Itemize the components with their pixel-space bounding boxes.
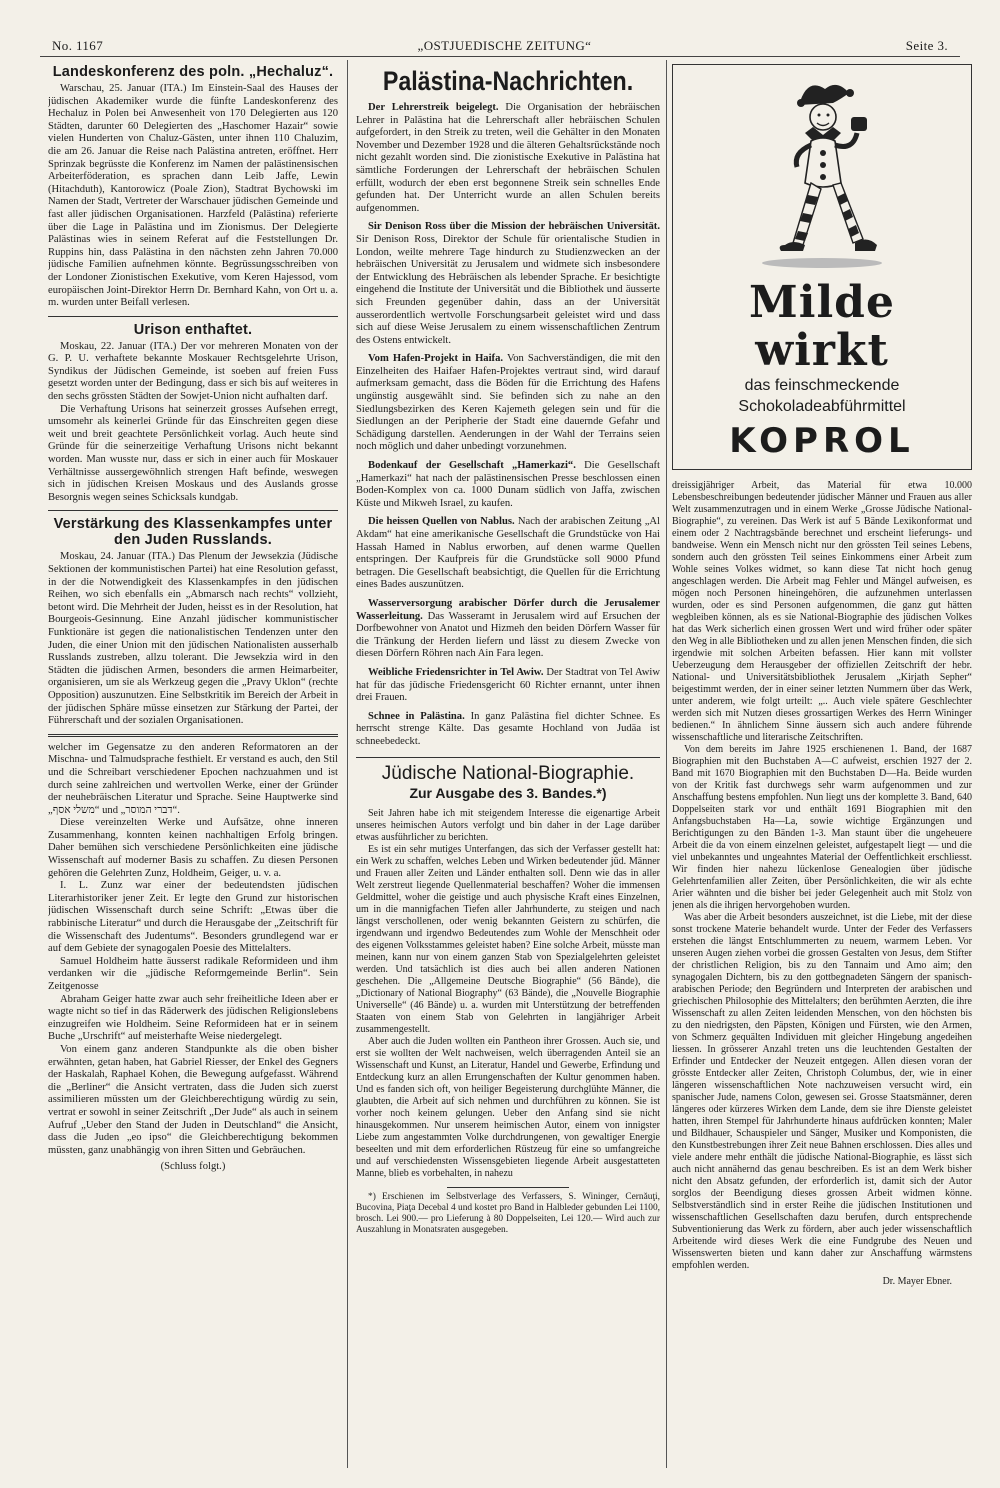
news-item bbox=[356, 460, 660, 510]
closing-note: (Schluss folgt.) bbox=[160, 1161, 226, 1173]
news-item bbox=[356, 711, 660, 749]
advertisement-koprol bbox=[672, 64, 972, 470]
footnote-rule bbox=[447, 1187, 569, 1188]
ad-line-2: Schokoladeabführmittel bbox=[738, 398, 906, 415]
continued-text-6: Von einem ganz anderen Standpunkte als die oben bisher erwähnten, getan haben, hat Gabriel Riesser, der Enkel des Gegners der Haskalah, Raphael Kohen, die Bewegung aufgefasst. Während die „Berliner“ die Ansicht vertraten, dass die Juden sich zuerst assimilieren müssten um der Gleichberechtigung würdig zu sein, vertrat er sowohl in seiner Zeitschrift „Der Jude“ als auch in seinem Aufruf „Ueber den Stand der Juden in Deutschland“ die Ansicht, dass die Juden „eo ipso“ die Gleichberechtigung bekommen müssten, ganz unabhängig von ihren Sitten und Gebräuchen. bbox=[48, 1043, 338, 1156]
section-title-palaestina: Palästina-Nachrichten. bbox=[382, 66, 634, 96]
continued-text-3: I. L. Zunz war einer der bedeutendsten jüdischen Literarhistoriker jener Zeit. Er legte den Grund zur historischen jüdischen Wissenschaft durch seine Schrift: „Etwas über die rabbinische Literatur“ und durch die Herausgabe der „Zeitschrift für die Wissenschaft des Judentums“. Besonders grundlegend war er auf dem Gebiete der synagogalen Poesie des Mittelalters. bbox=[48, 880, 338, 955]
continued-text-5: Abraham Geiger hatte zwar auch sehr freiheitliche Ideen aber er wagte nicht so tief in das Räderwerk des jüdischen Religionslebens einzugreifen wie Holdheim. Seine Reformideen hat er in seinem Buche „Urschrift“ auf meisterhafte Weise niedergelegt. bbox=[48, 993, 338, 1043]
continued-text-1: welcher im Gegensatze zu den anderen Reformatoren an der Mischna- und Talmudsprache festhielt. Er verstand es auch, den Stil und die Schreibart verschiedener Epochen nachzuahmen und ist durch seine zahlreichen und wertvollen Werke, einer der Gründer der neuhebräischen Literatur und Sprache. Seine Hauptwerke sind „משלי אסף“ und „דברי המוסר“. bbox=[48, 741, 338, 816]
news-item-text: Die Gesellschaft „Hamerkazi“ hat nach der palästinensischen Presse beschlossen einen Boden-Komplex von ca. 1000 Dunam südlich von Jaffa, zwischen Küste und Mikweh Israel, zu kaufen. bbox=[356, 460, 660, 509]
article-body-urison-2: Die Verhaftung Urisons hat seinerzeit grosses Aufsehen erregt, umsomehr als keinerlei Gründe für das Einschreiten gegen diese weit und breit geachtete Persönlichkeit vorlag. Auch heute sind Gründe für die seinerzeitige Verhaftung Urisons nicht bekannt worden. Man wusste nur, dass er sich in einer auch für Moskauer Verhältnisse aussergewöhnlich strengen Haft befinde, weswegen sich in jüdischen Kreisen Moskaus und des Auslands grosse Besorgnis wegen seines Schicksals kundgab. bbox=[48, 403, 338, 503]
news-item-heading: Die heissen Quellen von Nablus. bbox=[368, 516, 515, 528]
newspaper-title: „OSTJUEDISCHE ZEITUNG“ bbox=[417, 38, 592, 53]
news-item-text: In ganz Palästina fiel dichter Schnee. Es herrscht strenge Kälte. Das gesamte Hochland von Judäa ist schneebedeckt. bbox=[356, 710, 660, 747]
separator bbox=[48, 316, 338, 317]
middle-column bbox=[356, 64, 660, 1474]
news-item-heading: Schnee in Palästina. bbox=[368, 710, 465, 722]
continued-text-2: Diese vereinzelten Werke und Aufsätze, ohne inneren Zusammenhang, konnten keinen nachhaltigen Erfolg bringen. Daher bemühen sich verschiedene Persönlichkeiten eine jüdische Wissenschaft auf moderner Basis zu schaffen. Zu diesen Personen gehören die Gelehrten Zunz, Holdheim, Geiger, u. v. a. bbox=[48, 817, 338, 879]
article-title-klassenkampf: Verstärkung des Klassenkampfes unter den Juden Russlands. bbox=[53, 516, 333, 549]
article-body-klassenkampf: Moskau, 24. Januar (ITA.) Das Plenum der Jewsekzia (Jüdische Sektionen der kommunistischen Partei) hat eine Resolution gefasst, in der die Notwendigkeit des Klassenkampfes in den jüdischen Reihen, wo sich ebenfalls ein „Abmarsch nach rechts“ vollzieht, betont wird. Die Mehrheit der Juden, heisst es in der Resolution, hat Bourgeois-Gesinnung. Eine Anzahl jüdischer kommunistischer Funktionäre ist gegen die nationalistischen Tendenzen unter den Juden, die einer Union mit den jüdischen Nationalisten ausserhalb Russlands zustreben, allzu tolerant. Die Jewsekzia wird in den Städten die jüdischen Armen, besonders die armen Heimarbeiter, organisieren, um sie als Werkzeug gegen die „Pravy Uklon“ (rechte Opposition) auszunutzen. Eine Selbstkritik im Bereich der Arbeit in der jüdischen Sphäre müsse einsetzen zur Stärkung der Partei, der Führerschaft und der sozialen Organisationen. bbox=[48, 551, 338, 727]
news-item-heading: Weibliche Friedensrichter in Tel Awiw. bbox=[368, 666, 544, 678]
column-divider-1 bbox=[347, 60, 348, 1468]
news-item bbox=[356, 667, 660, 705]
article-body-hechaluz: Warschau, 25. Januar (ITA.) Im Einstein-Saal des Hauses der jüdischen Akademiker wurde die fünfte Landeskonferenz des Hechaluz in Polen bei Anwesenheit von 170 Delegierten aus 120 Städten, darunter 60 Delegierten des „Haschomer Hazair“ sowie vielen Hunderten von Chaluz-Gästen, unter ihnen 110 Chaluzim, die am 26. Januar die Reise nach Palästina antreten, eröffnet. Herr Sprinzak begrüsste die Konferenz im Namen der palästinensischen Arbeiterföderation, es sprachen dann Leib Jaffe, Lewin (Hitachduth), Kantorowicz (Poale Zion), Stadtrat Bychowski im Namen der Stadt, Vertreter der Warschauer jüdischen Gemeinde und fast aller jüdischen Organisationen. Harzfeld (Palästina) referierte über die Lage in Palästina und im Zionismus. Der Delegierte Palästinas wies in seinem Referat auf die Feststellungen Dr. Ruppins hin, dass Palästina in den nächsten zehn Jahren 70.000 jüdische Familien aufnehmen könnte. Begrüssungsschreiben von der Londoner Zionistischen Exekutive, vom Keren Hajessod, vom europäischen Joint-Direktor Herrn Dr. Bernhard Kahn, von Ort u. a. m. wurden unter Beifall verlesen. bbox=[48, 83, 338, 309]
bio-text-2: Es ist ein sehr mutiges Unterfangen, das sich der Verfasser gestellt hat: ein Werk zu schaffen, welches Leben und Wirken bedeutender jüd. Männer und Frauen aller Zeiten und Länder enthalten soll. Denn wie das in aller Welt zerstreut liegende Quellenmaterial beschaffen? Woher die immensen Geldmittel, woher die geistige und auch physische Kraft eines Einzelnen, um in die mannigfachen Tiefen aller Jahrhunderte, zu steigen und nach längst verschollenen, oder wenig bekannten Geistern zu schürfen, die irgendwann und irgendwo Bedeutendes zum Wohle der Menschheit oder des eigenen Volksstammes geleistet haben? Eine solche Arbeit, müsste man meinen, kann nur von einem ganzen Stab von Spezialgelehrten geleistet werden. Und tatsächlich ist dies auch bei allen anderen Nationen geschehen. Die „Allgemeine Deutsche Biographie“ (56 Bände), die „Dictionary of National Biography“ (63 Bände), die „Nouvelle Biographie Universelle“ (46 Bände) u. a. wurden mit Unterstützung der betreffenden Staaten von einem Stab von Gelehrten in langjähriger Arbeit zusammengestellt. bbox=[356, 843, 660, 1035]
news-items bbox=[356, 102, 660, 749]
news-item-heading: Bodenkauf der Gesellschaft „Hamerkazi“. bbox=[368, 460, 576, 472]
news-item bbox=[356, 516, 660, 592]
bio-continued-3: Was aber die Arbeit besonders auszeichnet, ist die Liebe, mit der diese sonst trockene Materie behandelt wurde. Unter der Feder des Verfassers erstehen die längst Entschlummerten zu neuem, warmem Leben. Vor unseren Augen ziehen vorbei die grossen Gestalten von Jesus, dem Stifter der christlichen Religion, bis zu den Tannaim und Amo aim; den synagogalen Dichtern, bis zu den gottbegnadeten Sängern der spanisch-arabischen Periode; den Begründern und Interpreten der arabischen und griechischen Philosophie des Mittelalters; den berühmten Aerzten, die ihre Wissenschaft zu allen Zeiten leidenden Menschen, von den höchsten bis zu den niedrigsten, den Päpsten, Königen und Fürsten, wie den Armen, von Schmerz gequälten Individuen mit gleicher Hingebung angedeihen liessen. In grösserer Anzahl treten uns die leuchtenden Gestalten der Erfinder und Entdecker der Neuzeit entgegen. Allen diesen voran der grösste Entdecker aller Zeiten, Christoph Columbus, der, wie in einer längeren wissenschaftlichen Note nachzuweisen versucht wird, ein spanischer Jude, namens Colon, gewesen sei. Grosse Staatsmänner, deren längeres oder kürzeres Wirken dem Lande, dem sie ihre Dienste geleistet hatten, ihren Stempel für Jahrhunderte hinaus aufdrücken konnten; Maler und Bildhauer, Schauspieler und Sänger, Musiker und Komponisten, die den Kunstbestrebungen ihrer Zeit neue Bahnen erschlossen. Dies alles und viele andere mehr enthält die jüdische National-Biographie, es lässt sich auch nicht annähernd das genau beschreiben. Es ist an dem Werk bisher nicht den Absatz gefunden, der erforderlich ist, damit sich der Autor sorglos der Beendigung dieses grossen Arbeit widmen könne. Selbstverständlich sind in erster Reihe die jüdischen Institutionen und wissenschaftlichen Gesellschaften dazu berufen, durch entsprechende Subventionierung das Werk zu fördern, aber auch jeder wissenschaftlich Arbeitende wird dieses Werk die eine Fundgrube des Neuen und Wissenswerten bieten und kann daher zur Anschaffung wärmstens empfohlen werden. bbox=[672, 912, 972, 1271]
news-item-text: Nach der arabischen Zeitung „Al Akdam“ hat eine amerikanische Gesellschaft die Grundstücke von Hai Hassah Hamed in Nablus erworben, auf denen warme Quellen entspringen. Der Kaufpreis für die Grundstücke soll 9000 Pfund betragen. Die Gesellschaft beabsichtigt, die Quellen für die Errichtung eines Bades auszunützen. bbox=[356, 516, 660, 591]
separator bbox=[48, 510, 338, 511]
article-title-hechaluz: Landeskonferenz des poln. „Hechaluz“. bbox=[52, 64, 334, 80]
header-rule bbox=[40, 56, 960, 57]
news-item-text: Die Organisation der hebräischen Lehrer in Palästina hat die Lehrerschaft aller hebräischen Schulen aufgefordert, in den Streik zu treten, weil die Gehälter in den Monaten November und Dezember 1928 und die älteren Gehaltsrückstände noch nicht gezahlt worden sind. Die zionistische Exekutive in Palästina hat sämtliche Forderungen der Lehrerschaft der hebräischen Schulen erfüllt, wodurch der eben erst begonnene Streik sein schnelles Ende gefunden hat. Der Unterricht wurde an allen Schulen bereits aufgenommen. bbox=[356, 102, 660, 214]
news-item-text: Das Wasseramt in Jerusalem wird auf Ersuchen der Dorfbewohner von Anatot und Hizmeh den beiden Dörfern Wasser für die Tränkung der Herden liefern und lässt zu diesem Zwecke von diesen Dörfern Röhren nach Ain Fara legen. bbox=[356, 610, 660, 660]
ad-line-1: das feinschmeckende bbox=[744, 377, 900, 394]
bio-continued-1: dreissigjähriger Arbeit, das Material für etwa 10.000 Lebensbeschreibungen bedeutender jüdischer Männer und Frauen aus aller Welt zusammenzutragen und in einem Werke „Grosse Jüdische National-Biographie“, zu vereinen. Das Werk ist auf 5 Bände Lexikonformat und einem oder 2 Nachtragsbände berechnet und erscheint lieferungs- und bandweise. Wenn ein Mensch nicht nur den grössten Teil seines Lebens, sondern auch den grössten Teil seines Einkommens einer Arbeit zum Wohle seines Volkes widmet, so kann diese Tat nicht hoch genug angeschlagen werden. Die Arbeit mag Fehler und Mängel aufweisen, es mögen noch Personen hineingehören, die aufzunehmen unterlassen wurden, oder es sind Personen aufgenommen, die ganz gut hätten wegbleiben können, als es sie National-Biographie des jüdischen Volkes hat das Werk sicherlich einen grossen Wert und wird früher oder später den Weg in alle Bibliotheken und zu allen jenen Menschen finden, die sich irgendwie mit solchen Arbeiten befassen. Hier kann mit vollster Ueberzeugung dem Herausgeber der offiziellen Zeitschrift der hebr. National- und Universitätsbibliothek Jerusalem „Kirjath Sepher“ beigestimmt werden, der in einer seiner letzten Nummern über das Werk, unter anderem, wie folgt urteilt: „.. Auch viele spätere Geschlechter werden sich mit Nutzen dieses grossartigen Werkes des Herrn Wininger bedienen.“ In ähnlichem Sinne äussern sich auch andere führende wissenschaftliche und literarische Zeitschriften. bbox=[672, 480, 972, 743]
article-body-urison-1: Moskau, 22. Januar (ITA.) Der vor mehreren Monaten von der G. P. U. verhaftete bekannte Moskauer Rechtsgelehrte Urison, Syndikus der Jüdischen Gemeinde, ist soeben auf freien Fuss gesetzt worden unter der Bedingung, dass er sich bis auf weiteres in den sechs grössten Städten der Sowjet-Union nicht aufhalten darf. bbox=[48, 340, 338, 403]
news-item bbox=[356, 353, 660, 454]
page-number: Seite 3. bbox=[905, 38, 948, 53]
right-column bbox=[672, 64, 972, 1474]
news-item-text: Der Stadtrat von Tel Awiw hat für das jüdische Friedensgericht 60 Richter ernannt, unter ihnen drei Frauen. bbox=[356, 666, 660, 704]
bio-text-3: Aber auch die Juden wollten ein Pantheon ihrer Grossen. Auch sie, und erst sie wollten der Welt nachweisen, welch überragenden Anteil sie an Wissenschaft und Kunst, an Literatur, Handel und Gewerbe, Erfindung und Entdeckung kurz an allen Errungenschaften der Kultur genommen haben. Und es fanden sich oft, von heiliger Begeisterung durchglühte Männer, die glaubten, die Arbeit auf sich nehmen und durchführen zu können. Sie ist vorher noch keinem gelungen. Ueber den Anfang sind sie nicht hinausgekommen. Nur unserem heimischen Autor, einem von innigster Liebe zum angestammten Volke durchdrungenen, von gewaltiger Energie beseelten und mit dem erforderlichen Rüstzeug für eine so umfangreiche und auf verschiedensten Wissensgebieten liegende Arbeit ausgestatteten Manne, blieb es vorbehalten, in nahezu bbox=[356, 1035, 660, 1179]
bio-title: Jüdische National-Biographie. bbox=[381, 762, 635, 784]
news-item-heading: Der Lehrerstreik beigelegt. bbox=[368, 102, 499, 113]
page-header bbox=[52, 38, 948, 58]
news-item-text: Sir Denison Ross, Direktor der Schule für orientalische Studien in London, weilte mehrere Tage hindurch zu Studienzwecken an der hebräischen Universität zu Jerusalem und widmete sich insbesondere der Entwicklung des Hebräischen als lebender Sprache. Er besichtigte eingehend die Institute der Universität und die Bibliothek und äusserte sich Freunden gegenüber dahin, dass an der Universität ausserordentlich wertvolle Forschungsarbeit geleistet wird und dass sich auf diese Weise Jerusalem zu einem wissenschaftlichen Zentrum des Ostens entwickelt. bbox=[356, 233, 660, 346]
news-item-heading: Sir Denison Ross über die Mission der hebräischen Universität. bbox=[368, 221, 660, 233]
news-item-text: Von Sachverständigen, die mit den Einzelheiten des Haifaer Hafen-Projektes vertraut sind, wird darauf aufmerksam gemacht, dass die Böden für die Errichtung des Hafens ungünstig ausgewählt sind. Sie befinden sich zu nahe an den Siedlungsbezirken des Keren Kajemeth gelegen sein und für die Siedlungen an der Peripherie der Stadt eine dauernde Gefahr und Schädigung darstellen. Aenderungen in der Wahl der Terrains seien noch möglich und daher unbedingt vorzunehmen. bbox=[356, 353, 660, 453]
ad-brand-logo: KOPROL bbox=[729, 421, 915, 461]
bio-continued-2: Von dem bereits im Jahre 1925 erschienenen 1. Band, der 1687 Biographien mit den Buchstaben A—C aufweist, erschien 1927 der 2. Band mit 1670 Biographien mit den Buchstaben D—Ha. Beide wurden von der Kritik fast durchwegs sehr warm aufgenommen und zur Anschaffung bestens empfohlen. Nun liegt uns der komplette 3. Band, 640 Doppelseiten stark vor und enthält 1691 Biographien mit den Anfangsbuchstaben Ha—La, sowie wichtige Ergänzungen und Berichtigungen zu den Bänden 1-3. Man staunt über die ungeheuere Arbeit die da von einem einzelnen geleistet, aufgestapelt liegt — und die viel unbekanntes und ungeahntes Material der Oeffentlichkeit erschliesst. Wir finden hier nahezu lückenlose Genealogien über jüdische Gelehrtenfamilien aller Zeiten, über Persönlichkeiten, die wir als echte Arier wähnten und die bisher bei jeder Gelegenheit auch mit Stolz von jenen als die ihrigen hervorgehoben wurden. bbox=[672, 744, 972, 911]
news-item-heading: Vom Hafen-Projekt in Haifa. bbox=[368, 353, 504, 365]
author-signature: Dr. Mayer Ebner. bbox=[882, 1276, 952, 1287]
news-item bbox=[356, 102, 660, 215]
left-column bbox=[48, 64, 338, 1474]
news-item-heading: Wasserversorgung arabischer Dörfer durch die Jerusalemer Wasserleitung. bbox=[356, 597, 660, 622]
separator bbox=[356, 757, 660, 758]
jester-illustration-icon bbox=[737, 73, 907, 273]
article-title-urison: Urison enthaftet. bbox=[133, 321, 253, 338]
issue-number: No. 1167 bbox=[52, 38, 104, 53]
column-divider-2 bbox=[666, 60, 667, 1468]
bio-footnote: *) Erschienen im Selbstverlage des Verfassers, S. Wininger, Cernăuţi, Bucovina, Piaţa Decebal 4 und kostet pro Band in Halbleder gebunden Lei 1100, brosch. Lei 900.— pro Lieferung à 80 Doppelseiten, Lei 120.— Wird auch zur Auszahlung in Monatsraten ausgegeben. bbox=[356, 1191, 660, 1235]
news-item bbox=[356, 221, 660, 347]
continued-text-4: Samuel Holdheim hatte äusserst radikale Reformideen und ihm verdanken wir die „jüdische Reformgemeinde Berlin“. Sein Zeitgenosse bbox=[48, 955, 338, 992]
separator-double bbox=[48, 734, 338, 737]
ad-headline: Milde wirkt bbox=[749, 277, 895, 376]
news-item bbox=[356, 598, 660, 661]
bio-text-1: Seit Jahren habe ich mit steigendem Interesse die eigenartige Arbeit unseres heimischen Autors verfolgt und bin daher in der Lage darüber etwas ausführlicher zu berichten. bbox=[356, 807, 660, 843]
bio-subtitle: Zur Ausgabe des 3. Bandes.*) bbox=[409, 784, 607, 801]
